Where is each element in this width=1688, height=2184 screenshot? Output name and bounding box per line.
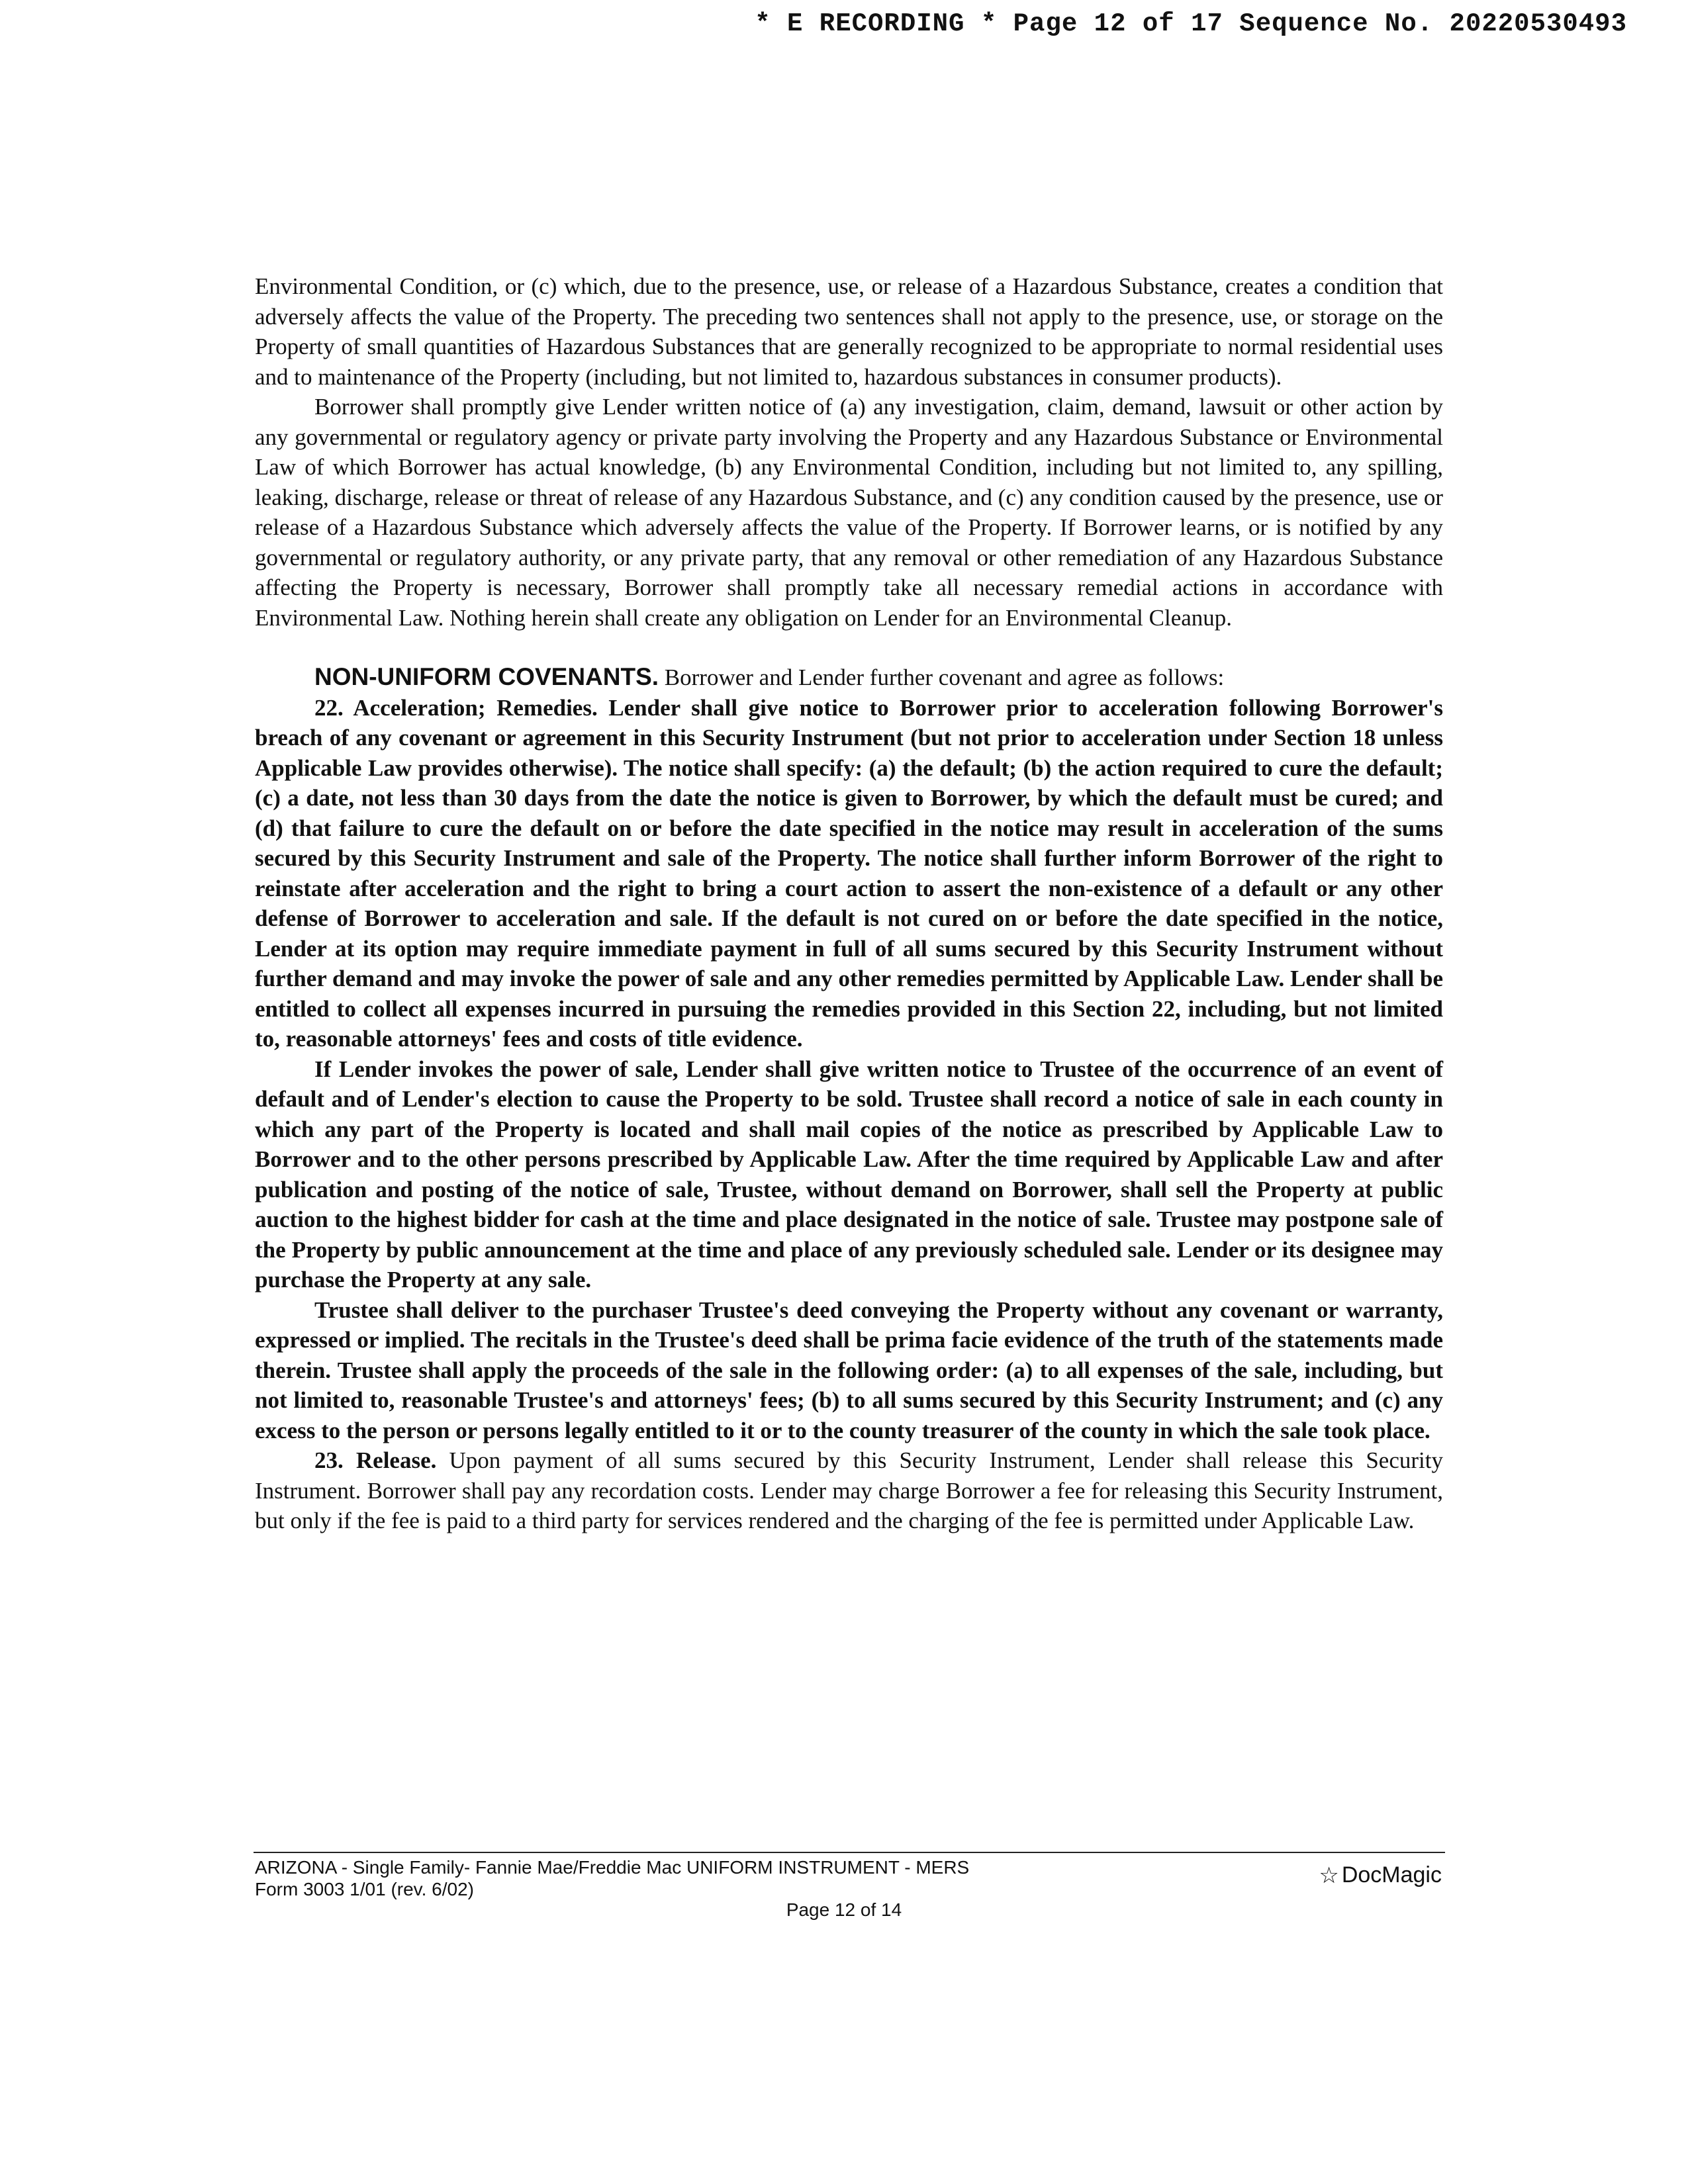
form-line-1: ARIZONA - Single Family- Fannie Mae/Freddie Mac UNIFORM INSTRUMENT - MERS [255, 1857, 970, 1878]
paragraph-borrower-notice: Borrower shall promptly give Lender written notice of (a) any investigation, claim, demand, lawsuit or other action by any governmental or regulatory agency or private party involving the Property and any Hazardous Substance or Environmental Law of which Borrower has actual knowledge, (b) any Environmental Condition, including but not limited to, any spilling, leaking, discharge, release or threat of release of any Hazardous Substance, and (c) any condition caused by the presence, use or release of a Hazardous Substance which adversely affects the value of the Property. If Borrower learns, or is notified by any governmental or regulatory authority, or any private party, that any removal or other remediation of any Hazardous Substance affecting the Property is necessary, Borrower shall promptly take all necessary remedial actions in accordance with Environmental Law. Nothing herein shall create any obligation on Lender for an Environmental Cleanup. [255, 394, 1443, 631]
section-22-text: Lender shall give notice to Borrower prior to acceleration following Borrower's breach of any covenant or agreement in this Security Instrument (but not prior to acceleration under Section 18 unless Applicable Law provides otherwise). The notice shall specify: (a) the default; (b) the action required to cure the default; (c) a date, not less than 30 days from the date the notice is given to Borrower, by which the default must be cured; and (d) that failure to cure the default on or before the date specified in the notice may result in acceleration of the sums secured by this Security Instrument and sale of the Property. The notice shall further inform Borrower of the right to reinstate after acceleration and the right to bring a court action to assert the non-existence of a default or any other defense of Borrower to acceleration and sale. If the default is not cured on or before the date specified in the notice, Lender at its option may require immediate payment in full of all sums secured by this Security Instrument without further demand and may invoke the power of sale and any other remedies permitted by Applicable Law. Lender shall be entitled to collect all expenses incurred in pursuing the remedies provided in this Section 22, including, but not limited to, reasonable attorneys' fees and costs of title evidence. [255, 694, 1443, 1052]
section-22-acceleration [255, 693, 1443, 1054]
star-outline-icon: ☆ [1319, 1862, 1339, 1888]
docmagic-logo [1319, 1862, 1442, 1888]
page-number: Page 12 of 14 [786, 1899, 902, 1920]
section-22-trustee-deed: Trustee shall deliver to the purchaser Trustee's deed conveying the Property without any covenant or warranty, expressed or implied. The recitals in the Trustee's deed shall be prima facie evidence of the truth of the statements made therein. Trustee shall apply the proceeds of the sale in the following order: (a) to all expenses of the sale, including, but not limited to, reasonable Trustee's and attorneys' fees; (b) to all sums secured by this Security Instrument; and (c) any excess to the person or persons legally entitled to it or to the county treasurer of the county in which the sale took place. [255, 1297, 1443, 1443]
section-22-power-of-sale: If Lender invokes the power of sale, Lender shall give written notice to Trustee of the occurrence of an event of default and of Lender's election to cause the Property to be sold. Trustee shall record a notice of sale in each county in which any part of the Property is located and shall mail copies of the notice as prescribed by Applicable Law to Borrower and to the other persons prescribed by Applicable Law. After the time required by Applicable Law and after publication and posting of the notice of sale, Trustee, without demand on Borrower, shall sell the Property at public auction to the highest bidder for cash at the time and place designated in the notice of sale. Trustee may postpone sale of the Property by public announcement at the time and place of any previously scheduled sale. Lender or its designee may purchase the Property at any sale. [255, 1056, 1443, 1293]
recording-stamp: * E RECORDING * Page 12 of 17 Sequence No. 20220530493 [755, 9, 1627, 38]
section-23-title: 23. Release. [314, 1447, 437, 1473]
non-uniform-covenants-text: Borrower and Lender further covenant and agree as follows: [659, 664, 1225, 690]
section-23-release [255, 1445, 1443, 1536]
document-body [255, 271, 1443, 1536]
form-identification [255, 1856, 969, 1900]
paragraph-environmental-condition: Environmental Condition, or (c) which, due to the presence, use, or release of a Hazardous Substance, creates a condition that adversely affects the value of the Property. The preceding two sentences shall not apply to the presence, use, or storage on the Property of small quantities of Hazardous Substances that are generally recognized to be appropriate to normal residential uses and to maintenance of the Property (including, but not limited to, hazardous substances in consumer products). [255, 273, 1443, 390]
section-22-title: 22. Acceleration; Remedies. [314, 694, 598, 721]
footer-divider [254, 1852, 1445, 1853]
brand-name: DocMagic [1341, 1862, 1442, 1888]
form-line-2: Form 3003 1/01 (rev. 6/02) [255, 1879, 474, 1899]
section-23-text: Upon payment of all sums secured by this Security Instrument, Lender shall release this Security Instrument. Borrower shall pay any recordation costs. Lender may charge Borrower a fee for releasing this Security Instrument, but only if the fee is paid to a third party for services rendered and the charging of the fee is permitted under Applicable Law. [255, 1447, 1443, 1533]
non-uniform-covenants-intro [255, 662, 1443, 693]
non-uniform-covenants-heading: NON-UNIFORM COVENANTS. [314, 663, 659, 690]
